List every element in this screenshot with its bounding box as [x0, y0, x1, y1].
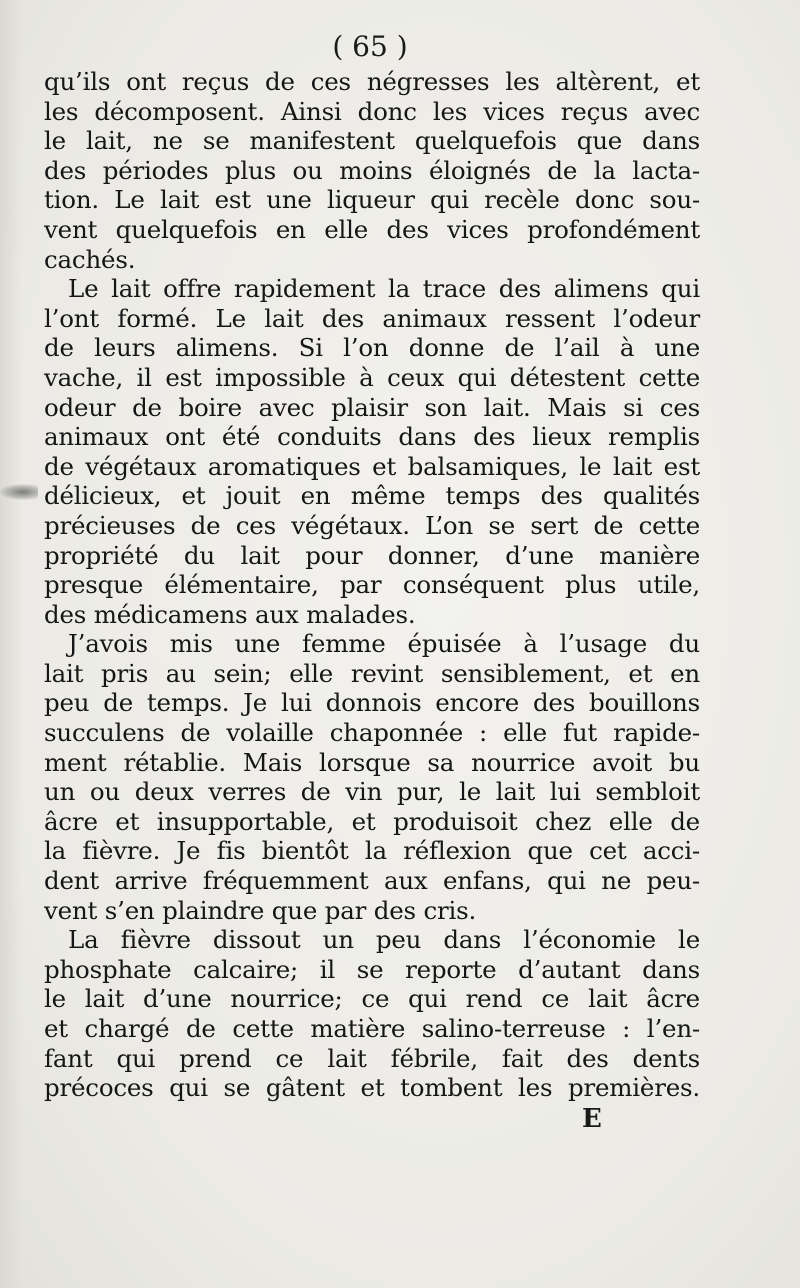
body-text — [44, 67, 700, 1103]
text-line: La fièvre dissout un peu dans l’économie le — [68, 925, 700, 955]
text-line: l’ont formé. Le lait des animaux ressent l’odeur — [44, 303, 700, 333]
text-line: phosphate calcaire; il se reporte d’autant dans — [44, 954, 700, 984]
text-line: les décomposent. Ainsi donc les vices reçus avec — [44, 96, 700, 126]
text-line: la fièvre. Je fis bientôt la réflexion que cet acci- — [44, 836, 700, 866]
text-line: animaux ont été conduits dans des lieux remplis — [44, 422, 700, 452]
text-line: un ou deux verres de vin pur, le lait lui sembloit — [44, 777, 700, 807]
text-line: de végétaux aromatiques et balsamiques, le lait est — [44, 451, 700, 481]
text-line: de leurs alimens. Si l’on donne de l’ail à une — [44, 333, 700, 363]
text-line: qu’ils ont reçus de ces négresses les altèrent, et — [44, 67, 700, 96]
text-line: délicieux, et jouit en même temps des qualités — [44, 481, 700, 511]
text-line: précieuses de ces végétaux. L’on se sert de cette — [44, 510, 700, 540]
text-line: vent quelquefois en elle des vices profondément — [44, 214, 700, 244]
text-line: tion. Le lait est une liqueur qui recèle donc sou- — [44, 185, 700, 215]
text-line: Le lait offre rapidement la trace des alimens qui — [68, 274, 700, 304]
text-line: odeur de boire avec plaisir son lait. Mais si ces — [44, 392, 700, 422]
page-number: ( 65 ) — [332, 30, 408, 63]
text-line: âcre et insupportable, et produisoit chez elle de — [44, 806, 700, 836]
text-line: précoces qui se gâtent et tombent les premières. — [44, 1073, 700, 1103]
text-line: vache, il est impossible à ceux qui détestent cette — [44, 362, 700, 392]
text-line: peu de temps. Je lui donnois encore des bouillons — [44, 688, 700, 718]
text-line: ment rétablie. Mais lorsque sa nourrice avoit bu — [44, 747, 700, 777]
text-line: dent arrive fréquemment aux enfans, qui ne peu- — [44, 866, 700, 896]
text-line: le lait d’une nourrice; ce qui rend ce lait âcre — [44, 984, 700, 1014]
signature-mark: E — [582, 1104, 602, 1134]
text-line: des périodes plus ou moins éloignés de la lacta- — [44, 155, 700, 185]
text-line: J’avois mis une femme épuisée à l’usage du — [68, 629, 700, 659]
ink-smudge — [0, 484, 38, 500]
text-line: cachés. — [44, 244, 136, 274]
page-edge-shadow — [0, 0, 22, 1288]
text-line: vent s’en plaindre que par des cris. — [44, 895, 477, 925]
text-line: et chargé de cette matière salino-terreuse : l’en- — [44, 1014, 700, 1043]
text-line: lait pris au sein; elle revint sensiblement, et en — [44, 658, 700, 688]
text-line: propriété du lait pour donner, d’une manière — [44, 540, 700, 570]
text-line: fant qui prend ce lait fébrile, fait des dents — [44, 1043, 700, 1073]
text-line: succulens de volaille chaponnée : elle fut rapide- — [44, 718, 700, 748]
text-line: des médicamens aux malades. — [44, 599, 416, 629]
text-line: presque élémentaire, par conséquent plus utile, — [44, 570, 700, 600]
text-line: le lait, ne se manifestent quelquefois que dans — [44, 126, 700, 156]
